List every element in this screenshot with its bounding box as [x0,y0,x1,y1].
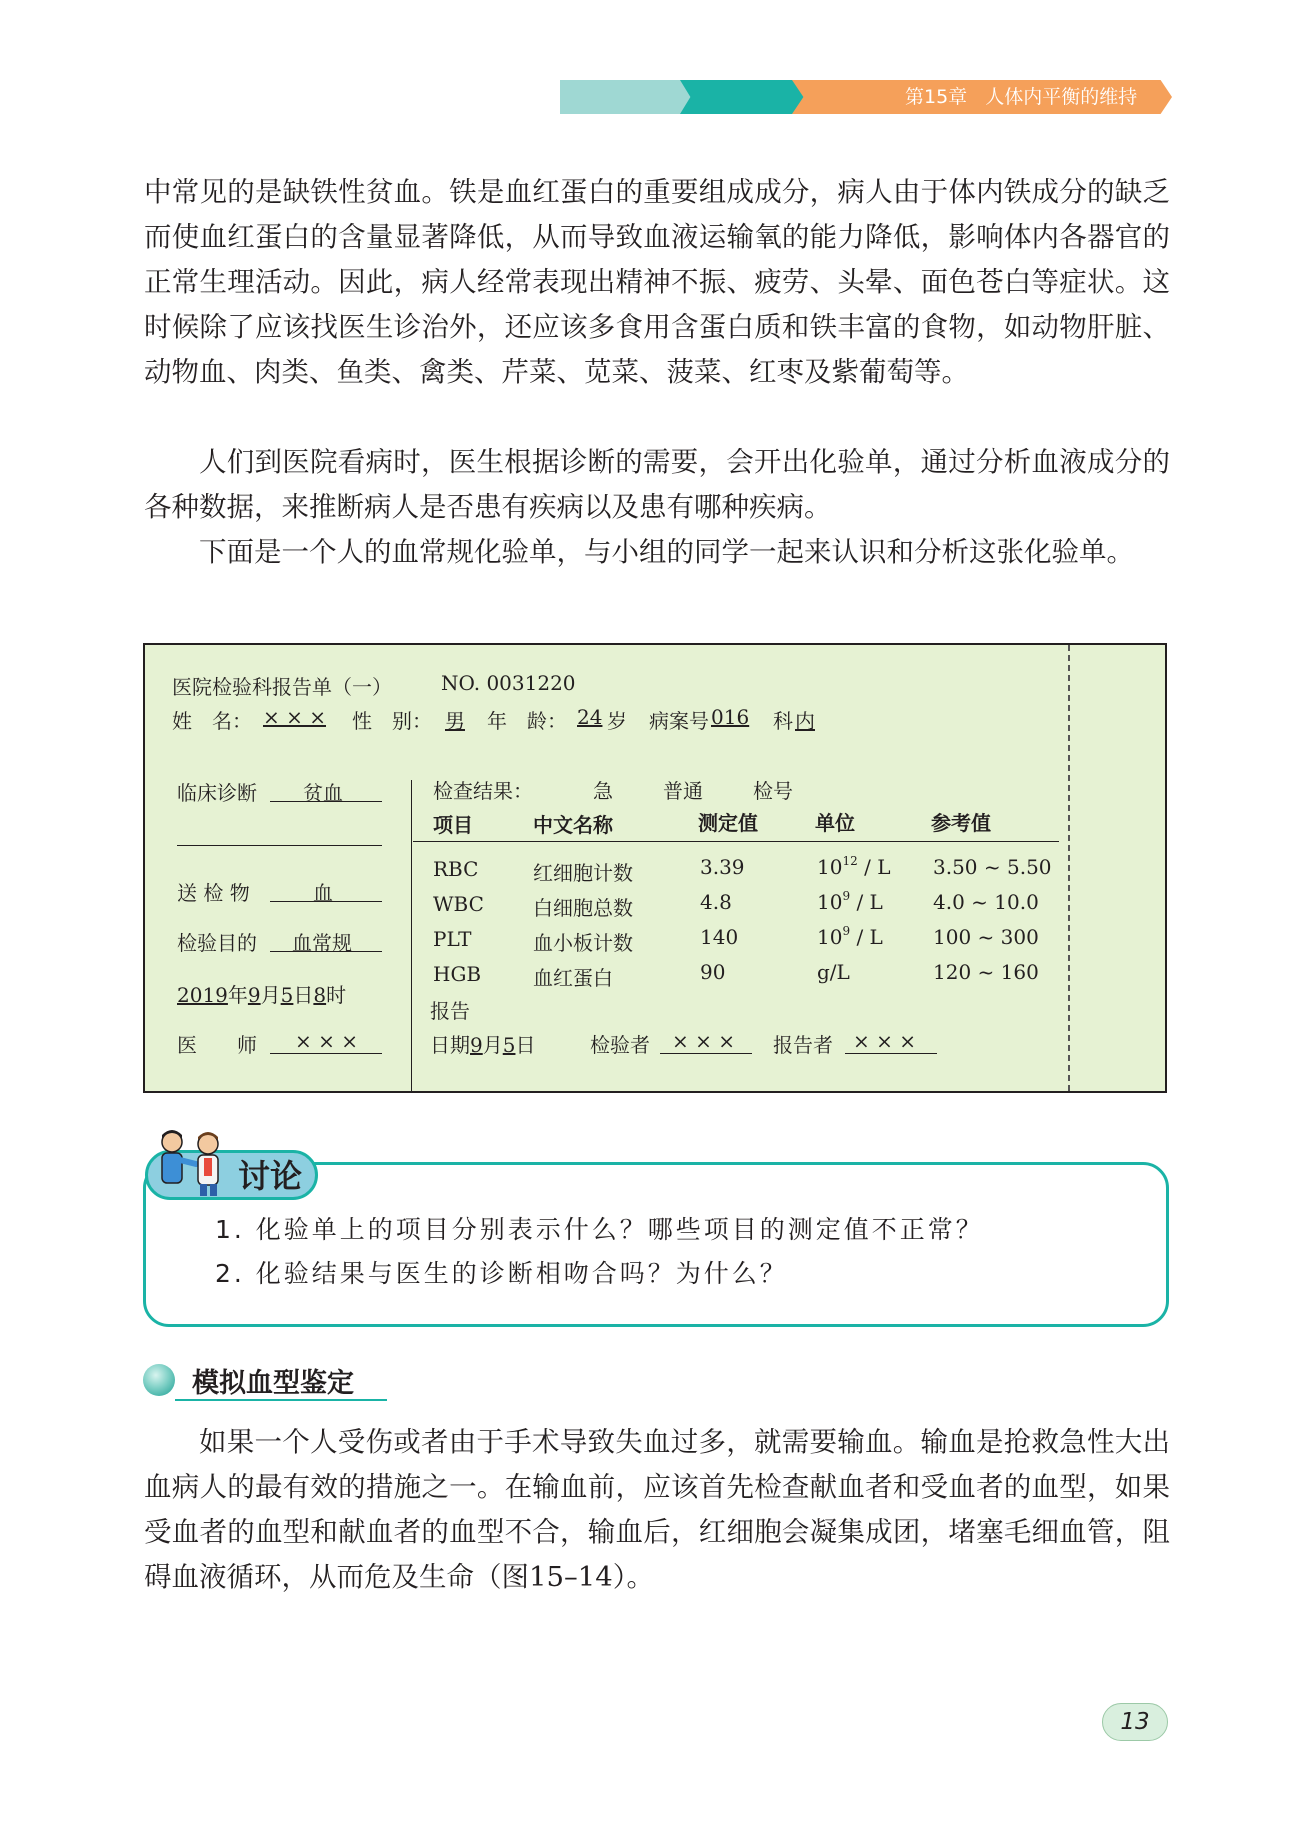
row-code: WBC [433,892,484,916]
purpose-underline [270,951,382,952]
section-underline [175,1399,387,1401]
dept-value: 内 [795,709,815,733]
dept-label: 科 [773,709,793,733]
reporter-underline [845,1053,937,1054]
report-title: 医院检验科报告单（一） [172,675,392,699]
row-unit: $10^9$ / L [817,889,883,914]
case-label: 病案号 [649,709,709,733]
students-icon [150,1128,230,1198]
lab-report [143,643,1167,1093]
row-ref: 3.50 ~ 5.50 [933,855,1052,879]
reporter-label: 报告者 [773,1033,833,1057]
purpose-label: 检验目的 [177,931,257,955]
age-value: 24 [577,705,603,729]
specimen-underline [270,901,382,902]
header-rule [413,841,1059,842]
inspector-underline [660,1053,752,1054]
section-title: 模拟血型鉴定 [192,1368,354,1399]
diagnosis-underline [270,801,382,802]
page-number: 13 [1102,1703,1168,1741]
doctor-label: 医 师 [177,1033,257,1057]
row-ref: 100 ~ 300 [933,925,1039,949]
perforation-line [1068,645,1070,1091]
row-unit: g/L [817,960,850,984]
report-number: NO. 0031220 [441,671,576,695]
row-value: 3.39 [700,855,745,879]
row-unit: $10^9$ / L [817,924,883,949]
doctor-underline [270,1053,382,1054]
discussion-question: 2. 化验结果与医生的诊断相吻合吗？为什么？ [215,1259,788,1288]
specimen-label: 送 检 物 [177,881,250,905]
row-value: 90 [700,960,726,984]
report-date: 日期9月5日 [430,1033,536,1057]
blank-underline [177,845,382,846]
diagnosis-label: 临床诊断 [177,781,257,805]
row-ref: 4.0 ~ 10.0 [933,890,1039,914]
row-value: 4.8 [700,890,732,914]
col-header: 中文名称 [533,813,613,837]
row-code: PLT [433,927,472,951]
result-label: 检查结果： [433,779,533,803]
age-label: 年 龄： [487,709,567,733]
sex-label: 性 别： [352,709,432,733]
row-name: 血红蛋白 [533,966,613,990]
report-label: 报告 [430,999,470,1023]
result-urgent: 急 [593,779,613,803]
row-code: RBC [433,857,479,881]
diagnosis-value: 贫血 [303,781,343,805]
col-header: 参考值 [931,811,991,835]
col-header: 测定值 [698,811,758,835]
column-divider [411,780,412,1093]
age-unit: 岁 [607,709,627,733]
body-paragraph: 人们到医院看病时，医生根据诊断的需要，会开出化验单，通过分析血液成分的各种数据，来推断病人是否患有疾病以及患有哪种疾病。 [144,446,1170,523]
col-header: 单位 [815,811,855,835]
discussion-question: 1. 化验单上的项目分别表示什么？哪些项目的测定值不正常？ [215,1215,984,1244]
row-ref: 120 ~ 160 [933,960,1039,984]
body-paragraph: 下面是一个人的血常规化验单，与小组的同学一起来认识和分析这张化验单。 [199,536,1134,568]
row-name: 红细胞计数 [533,861,633,885]
case-value: 016 [711,705,750,729]
col-header: 项目 [433,813,473,837]
chapter-header [905,80,1155,114]
reporter-value: × × × [853,1029,916,1053]
row-unit: $10^{12}$ / L [817,854,891,879]
row-name: 白细胞总数 [533,896,633,920]
collect-date: 2019年9月5日8时 [177,983,347,1007]
body-paragraph: 如果一个人受伤或者由于手术导致失血过多，就需要输血。输血是抢救急性大出血病人的最有效的措施之一。在输血前，应该首先检查献血者和受血者的血型，如果受血者的血型和献血者的血型不合，输血后，红细胞会凝集成团，堵塞毛细血管，阻碍血液循环，从而危及生命（图15–14）。 [144,1426,1170,1593]
inspector-value: × × × [672,1029,735,1053]
specimen-value: 血 [313,881,333,905]
row-code: HGB [433,962,482,986]
row-name: 血小板计数 [533,931,633,955]
name-value: × × × [263,705,326,729]
inspector-label: 检验者 [590,1033,650,1057]
chapter-number: 第15章 [905,86,968,108]
discussion-title: 讨论 [238,1157,303,1195]
purpose-value: 血常规 [292,931,352,955]
result-number: 检号 [753,779,793,803]
header-band-teal [680,80,810,114]
section-bullet-icon [143,1364,175,1396]
sex-value: 男 [445,709,465,733]
doctor-value: × × × [295,1029,358,1053]
result-normal: 普通 [663,779,703,803]
row-value: 140 [700,925,739,949]
name-label: 姓 名： [172,709,252,733]
body-paragraph: 中常见的是缺铁性贫血。铁是血红蛋白的重要组成成分，病人由于体内铁成分的缺乏而使血红蛋白的含量显著降低，从而导致血液运输氧的能力降低，影响体内各器官的正常生理活动。因此，病人经常表现出精神不振、疲劳、头晕、面色苍白等症状。这时候除了应该找医生诊治外，还应该多食用含蛋白质和铁丰富的食物，如动物肝脏、动物血、肉类、鱼类、禽类、芹菜、苋菜、菠菜、红枣及紫葡萄等。 [144,176,1170,388]
chapter-title: 人体内平衡的维持 [985,86,1138,108]
